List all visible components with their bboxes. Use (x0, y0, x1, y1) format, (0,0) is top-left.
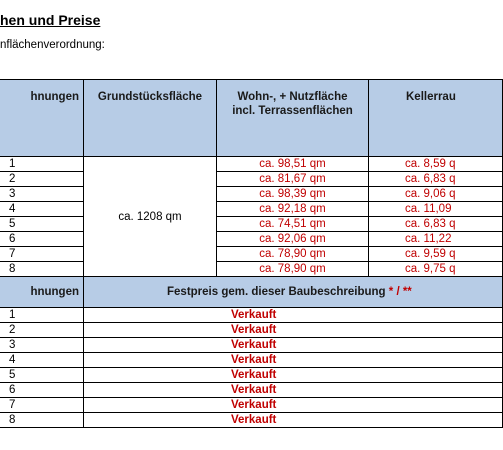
wohnflaeche-value: ca. 74,51 qm (217, 217, 369, 232)
unit-number: 2 (0, 172, 84, 187)
wohnflaeche-value: ca. 98,39 qm (217, 187, 369, 202)
keller-value: ca. 11,22 (369, 232, 503, 247)
wohnflaeche-value: ca. 78,90 qm (217, 262, 369, 277)
festpreis-footnote-mark: * / ** (385, 286, 412, 298)
keller-value: ca. 6,83 q (369, 172, 503, 187)
area-row (0, 232, 503, 247)
area-body (0, 157, 503, 277)
price-row (0, 383, 503, 398)
header-wohnflaeche-line2: incl. Terrassenflächen (232, 105, 353, 117)
price-row (0, 398, 503, 413)
header-units: hnungen (0, 80, 84, 157)
header-row (0, 80, 503, 157)
price-unit-number: 7 (0, 398, 84, 413)
keller-value: ca. 9,06 q (369, 187, 503, 202)
area-row (0, 217, 503, 232)
price-row (0, 413, 503, 428)
area-row (0, 172, 503, 187)
unit-number: 4 (0, 202, 84, 217)
price-unit-number: 5 (0, 368, 84, 383)
price-header-row (0, 277, 503, 308)
area-row (0, 187, 503, 202)
festpreis-label: Festpreis gem. dieser Baubeschreibung (167, 286, 386, 298)
unit-number: 6 (0, 232, 84, 247)
area-row (0, 157, 503, 172)
grundstueck-value: ca. 1208 qm (84, 157, 217, 277)
keller-value: ca. 8,59 q (369, 157, 503, 172)
price-row (0, 353, 503, 368)
price-unit-number: 4 (0, 353, 84, 368)
wohnflaeche-value: ca. 92,18 qm (217, 202, 369, 217)
area-row (0, 202, 503, 217)
area-row (0, 247, 503, 262)
price-row (0, 338, 503, 353)
price-row (0, 308, 503, 323)
wohnflaeche-value: ca. 81,67 qm (217, 172, 369, 187)
price-unit-number: 6 (0, 383, 84, 398)
price-status: Verkauft (84, 383, 503, 398)
table-frame (0, 79, 502, 428)
wohnflaeche-value: ca. 78,90 qm (217, 247, 369, 262)
header-grundstueck: Grundstücksfläche (84, 80, 217, 157)
price-status: Verkauft (84, 338, 503, 353)
area-row (0, 262, 503, 277)
price-status: Verkauft (84, 413, 503, 428)
price-unit-number: 1 (0, 308, 84, 323)
price-status: Verkauft (84, 398, 503, 413)
header-wohnflaeche (217, 80, 369, 157)
price-unit-number: 8 (0, 413, 84, 428)
unit-number: 8 (0, 262, 84, 277)
price-status: Verkauft (84, 368, 503, 383)
header-units-2: hnungen (0, 277, 84, 308)
header-keller: Kellerrau (369, 80, 503, 157)
price-status: Verkauft (84, 323, 503, 338)
header-festpreis (84, 277, 503, 308)
keller-value: ca. 9,75 q (369, 262, 503, 277)
wohnflaeche-value: ca. 92,06 qm (217, 232, 369, 247)
price-row (0, 368, 503, 383)
keller-value: ca. 6,83 q (369, 217, 503, 232)
price-status: Verkauft (84, 308, 503, 323)
price-row (0, 323, 503, 338)
price-status: Verkauft (84, 353, 503, 368)
flaechen-table (0, 79, 503, 428)
keller-value: ca. 11,09 (369, 202, 503, 217)
unit-number: 5 (0, 217, 84, 232)
price-unit-number: 3 (0, 338, 84, 353)
wohnflaeche-value: ca. 98,51 qm (217, 157, 369, 172)
keller-value: ca. 9,59 q (369, 247, 503, 262)
unit-number: 3 (0, 187, 84, 202)
header-wohnflaeche-line1: Wohn-, + Nutzfläche (237, 91, 348, 103)
unit-number: 1 (0, 157, 84, 172)
unit-number: 7 (0, 247, 84, 262)
page-heading: hen und Preise (0, 12, 101, 28)
price-body (0, 308, 503, 428)
price-unit-number: 2 (0, 323, 84, 338)
page-subline: nflächenverordnung: (0, 39, 105, 51)
